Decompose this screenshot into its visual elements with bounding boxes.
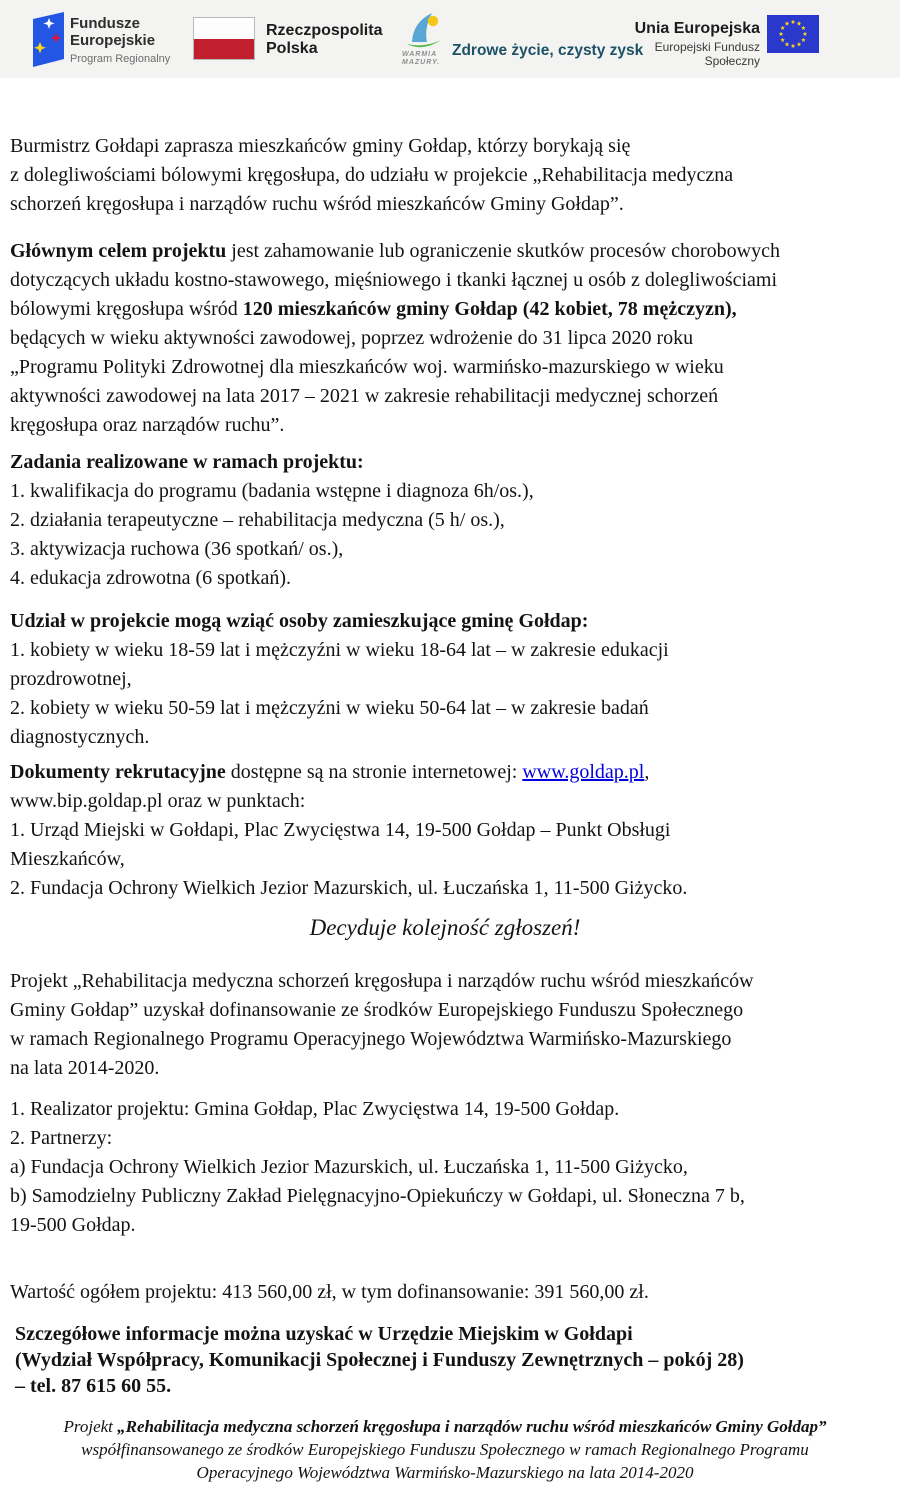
text-segment: Gminy Gołdap” uzyskał dofinansowanie ze środków Europejskiego Funduszu Społecznego: [10, 999, 744, 1021]
text-line: [10, 1461, 880, 1484]
text-line: [10, 1124, 880, 1153]
document-body: [0, 132, 900, 1484]
text-segment: Projekt: [63, 1417, 118, 1436]
warmia-mazury-slogan: Zdrowe życie, czysty zysk: [452, 42, 644, 59]
eligibility-heading: Udział w projekcie mogą wziąć osoby zamieszkujące gminę Gołdap:: [10, 610, 589, 632]
fe-subtitle: Program Regionalny: [70, 53, 171, 65]
eligibility-list: [10, 636, 880, 752]
warmia-mazury-sail-icon: [404, 10, 444, 57]
text-segment: w ramach Regionalnego Programu Operacyjnego Województwa Warmińsko-Mazurskiego: [10, 1028, 732, 1050]
text-segment: 1. kobiety w wieku 18-59 lat i mężczyźni w wieku 18-64 lat – w zakresie edukacji: [10, 639, 669, 661]
text-line: [10, 1415, 880, 1438]
text-line: [10, 845, 880, 874]
text-line: [15, 1347, 880, 1373]
text-segment: kręgosłupa oraz narządów ruchu”.: [10, 414, 285, 436]
text-line: [10, 967, 880, 996]
text-segment: „Rehabilitacja medyczna schorzeń kręgosłupa i narządów ruchu wśród mieszkańców Gminy Gołdap”: [117, 1417, 827, 1436]
text-segment: na lata 2014-2020.: [10, 1057, 160, 1079]
intro-paragraph: [10, 132, 880, 219]
text-line: [10, 694, 880, 723]
rzeczpospolita-polska-label: [266, 22, 382, 58]
text-segment: 4. edukacja zdrowotna (6 spotkań).: [10, 567, 292, 589]
text-segment: „Programu Polityki Zdrowotnej dla mieszkańców woj. warmińsko-mazurskiego w wieku: [10, 356, 724, 378]
unia-europejska-label: [628, 20, 760, 68]
text-segment: bólowymi kręgosłupa wśród: [10, 298, 243, 320]
text-line: [10, 665, 880, 694]
text-segment: 2. działania terapeutyczne – rehabilitacja medyczna (5 h/ os.),: [10, 509, 505, 531]
text-segment: 3. aktywizacja ruchowa (36 spotkań/ os.),: [10, 538, 344, 560]
text-segment: z dolegliwościami bólowymi kręgosłupa, do udziału w projekcie „Rehabilitacja medyczna: [10, 164, 734, 186]
text-segment: aktywności zawodowej na lata 2017 – 2021 w zakresie rehabilitacji medycznej schorzeń: [10, 385, 719, 407]
text-line: [10, 132, 880, 161]
text-line: [10, 564, 880, 593]
eligibility-section: [10, 607, 880, 752]
text-segment: ,: [644, 761, 650, 783]
recruitment-documents-section: [10, 758, 880, 903]
text-segment: b) Samodzielny Publiczny Zakład Pielęgnacyjno-Opiekuńczy w Gołdapi, ul. Słoneczna 7 b,: [10, 1185, 745, 1207]
funding-paragraph: [10, 967, 880, 1083]
text-segment: a) Fundacja Ochrony Wielkich Jezior Mazurskich, ul. Łuczańska 1, 11-500 Giżycko,: [10, 1156, 688, 1178]
text-line: [10, 1054, 880, 1083]
fe-title-line1: Fundusze: [70, 15, 140, 32]
text-line: [10, 237, 880, 266]
fundusze-europejskie-logo: [70, 15, 170, 65]
eu-title: Unia Europejska: [634, 20, 760, 37]
text-line: [10, 996, 880, 1025]
text-segment: 1. kwalifikacja do programu (badania wstępne i diagnoza 6h/os.),: [10, 480, 534, 502]
tasks-section: [10, 448, 880, 593]
project-value-line: Wartość ogółem projektu: 413 560,00 zł, w tym dofinansowanie: 391 560,00 zł.: [10, 1281, 649, 1303]
contact-info-block: [10, 1321, 880, 1399]
fe-title-line2: Europejskie: [70, 32, 156, 49]
text-line: [10, 477, 880, 506]
text-line: [15, 1321, 880, 1347]
text-segment: współfinansowanego ze środków Europejskiego Funduszu Społecznego w ramach Regionalnego Programu: [81, 1440, 809, 1459]
text-segment: 120 mieszkańców gminy Gołdap (42 kobiet, 78 mężczyzn),: [242, 298, 737, 320]
project-goal-paragraph: [10, 237, 880, 440]
text-segment: schorzeń kręgosłupa i narządów ruchu wśród mieszkańców Gminy Gołdap”.: [10, 193, 624, 215]
goldap-pl-link[interactable]: www.goldap.pl: [522, 761, 645, 783]
text-segment: www.bip.goldap.pl oraz w punktach:: [10, 790, 306, 812]
text-line: [10, 758, 880, 787]
text-segment: diagnostycznych.: [10, 726, 150, 748]
partners-section: [10, 1095, 880, 1240]
eu-funding-logo-strip: [0, 0, 900, 78]
text-line: [10, 535, 880, 564]
text-segment: Głównym celem projektu: [10, 240, 227, 262]
text-line: [10, 787, 880, 816]
text-segment: dotyczących układu kostno-stawowego, mięśniowego i tkanki łącznej u osób z dolegliwościami: [10, 269, 778, 291]
text-segment: dostępne są na stronie internetowej:: [225, 761, 523, 783]
text-segment: 1. Urząd Miejski w Gołdapi, Plac Zwycięstwa 14, 19-500 Gołdap – Punkt Obsługi: [10, 819, 671, 841]
tasks-heading: Zadania realizowane w ramach projektu:: [10, 451, 364, 473]
first-come-headline: Decyduje kolejność zgłoszeń!: [309, 915, 581, 940]
text-line: [10, 1153, 880, 1182]
text-line: [10, 382, 880, 411]
text-segment: Szczegółowe informacje można uzyskać w Urzędzie Miejskim w Gołdapi: [15, 1323, 633, 1345]
text-segment: Mieszkańców,: [10, 848, 125, 870]
text-line: [10, 161, 880, 190]
tasks-list: [10, 477, 880, 593]
eu-flag-icon: [767, 15, 819, 58]
footer-note: [10, 1415, 880, 1484]
text-line: [10, 1182, 880, 1211]
text-line: [10, 1438, 880, 1461]
text-segment: 2. kobiety w wieku 50-59 lat i mężczyźni w wieku 50-64 lat – w zakresie badań: [10, 697, 649, 719]
text-line: [10, 1211, 880, 1240]
wm-brand-line2: MAZURY.: [402, 59, 441, 66]
warmia-mazury-brand: [402, 51, 440, 67]
text-line: [15, 1373, 880, 1399]
text-segment: – tel. 87 615 60 55.: [15, 1375, 172, 1397]
text-segment: będących w wieku aktywności zawodowej, poprzez wdrożenie do 31 lipca 2020 roku: [10, 327, 694, 349]
text-segment: Projekt „Rehabilitacja medyczna schorzeń kręgosłupa i narządów ruchu wśród mieszkańców: [10, 970, 754, 992]
text-line: [10, 506, 880, 535]
text-line: [10, 295, 880, 324]
text-line: [10, 190, 880, 219]
text-line: [10, 874, 880, 903]
poland-flag-icon: [193, 17, 255, 60]
wm-brand-line1: WARMIA: [402, 51, 438, 58]
text-line: [10, 266, 880, 295]
text-line: [10, 411, 880, 440]
text-line: [10, 723, 880, 752]
text-segment: 2. Fundacja Ochrony Wielkich Jezior Mazurskich, ul. Łuczańska 1, 11-500 Giżycko.: [10, 877, 688, 899]
text-segment: Operacyjnego Województwa Warmińsko-Mazurskiego na lata 2014-2020: [196, 1463, 694, 1482]
text-segment: 19-500 Gołdap.: [10, 1214, 136, 1236]
text-line: [10, 353, 880, 382]
text-line: [10, 636, 880, 665]
text-segment: 2. Partnerzy:: [10, 1127, 113, 1149]
text-segment: Burmistrz Gołdapi zaprasza mieszkańców gminy Gołdap, którzy borykają się: [10, 135, 631, 157]
eu-subtitle: Europejski Fundusz Społeczny: [654, 40, 760, 68]
pl-title-line2: Polska: [266, 40, 318, 57]
text-line: [10, 324, 880, 353]
fundusze-europejskie-flag-icon: [28, 10, 66, 73]
text-line: [10, 1025, 880, 1054]
text-line: [10, 816, 880, 845]
text-segment: prozdrowotnej,: [10, 668, 132, 690]
text-segment: jest zahamowanie lub ograniczenie skutków procesów chorobowych: [226, 240, 780, 262]
text-line: [10, 1095, 880, 1124]
text-segment: Dokumenty rekrutacyjne: [10, 761, 226, 783]
text-segment: 1. Realizator projektu: Gmina Gołdap, Plac Zwycięstwa 14, 19-500 Gołdap.: [10, 1098, 620, 1120]
text-segment: (Wydział Współpracy, Komunikacji Społecznej i Funduszy Zewnętrznych – pokój 28): [15, 1349, 744, 1371]
pl-title-line1: Rzeczpospolita: [266, 22, 383, 39]
